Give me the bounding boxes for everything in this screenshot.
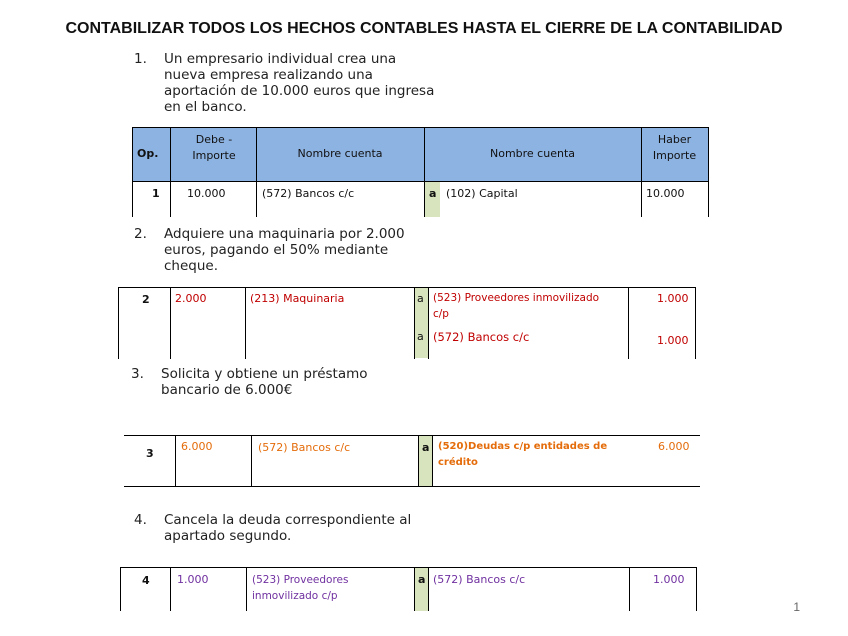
step-text: Solicita y obtiene un préstamo bancario de 6.000€ (161, 366, 368, 398)
entry-cuenta-debe: (572) Bancos c/c (258, 441, 351, 454)
entry-cuenta-haber: (102) Capital (446, 187, 518, 200)
entry-cuenta-haber: (572) Bancos c/c (433, 573, 526, 586)
header-haber: Haber Importe (652, 133, 697, 162)
header-cuenta-haber: Nombre cuenta (489, 147, 575, 160)
a-marker: a (418, 573, 426, 586)
step-number: 1. (134, 51, 147, 67)
entry-cuenta-debe: (572) Bancos c/c (262, 187, 355, 200)
a-marker: a (417, 292, 424, 305)
entry-debe: 10.000 (187, 187, 226, 200)
entry-debe: 2.000 (175, 292, 207, 305)
entry-haber: 1.000 (653, 573, 685, 586)
step-number: 3. (131, 366, 144, 382)
step-text: Cancela la deuda correspondiente al apartado segundo. (164, 512, 412, 544)
entry-cuenta-debe: (213) Maquinaria (250, 292, 345, 305)
step-number: 4. (134, 512, 147, 528)
entry-op: 1 (152, 187, 160, 200)
entry-op: 2 (142, 293, 150, 306)
header-op: Op. (137, 147, 159, 160)
step-2 (134, 226, 474, 278)
step-3 (131, 366, 471, 402)
page-title: CONTABILIZAR TODOS LOS HECHOS CONTABLES HASTA EL CIERRE DE LA CONTABILIDAD (65, 20, 783, 37)
entry-op: 3 (146, 447, 154, 460)
a-marker: a (422, 441, 430, 454)
entry-cuenta-haber: (520)Deudas c/p entidades de crédito (438, 441, 608, 468)
step-number: 2. (134, 226, 147, 242)
entry-debe: 6.000 (181, 440, 213, 453)
entry-haber: 10.000 (646, 187, 685, 200)
page-number: 1 (793, 600, 800, 614)
entry-haber: 6.000 (658, 440, 690, 453)
a-marker: a (429, 187, 437, 200)
step-text: Adquiere una maquinaria por 2.000 euros, pagando el 50% mediante cheque. (164, 226, 405, 274)
entry-cuenta-debe: (523) Proveedores inmovilizado c/p (252, 574, 349, 602)
step-text: Un empresario individual crea una nueva empresa realizando una aportación de 10.000 euros que ingresa en el banco. (164, 51, 435, 115)
entry-cuenta-haber: (572) Bancos c/c (433, 330, 530, 344)
entry-debe: 1.000 (177, 573, 209, 586)
entry-haber: 1.000 (657, 292, 689, 305)
entry-op: 4 (142, 574, 150, 587)
entry-haber: 1.000 (657, 334, 689, 347)
step-1 (134, 51, 474, 119)
header-cuenta-debe: Nombre cuenta (297, 147, 383, 160)
a-marker: a (417, 330, 424, 343)
entry-cuenta-haber: (523) Proveedores inmovilizado c/p (433, 292, 600, 320)
header-debe: Debe - Importe (192, 133, 236, 162)
step-4 (134, 512, 474, 548)
